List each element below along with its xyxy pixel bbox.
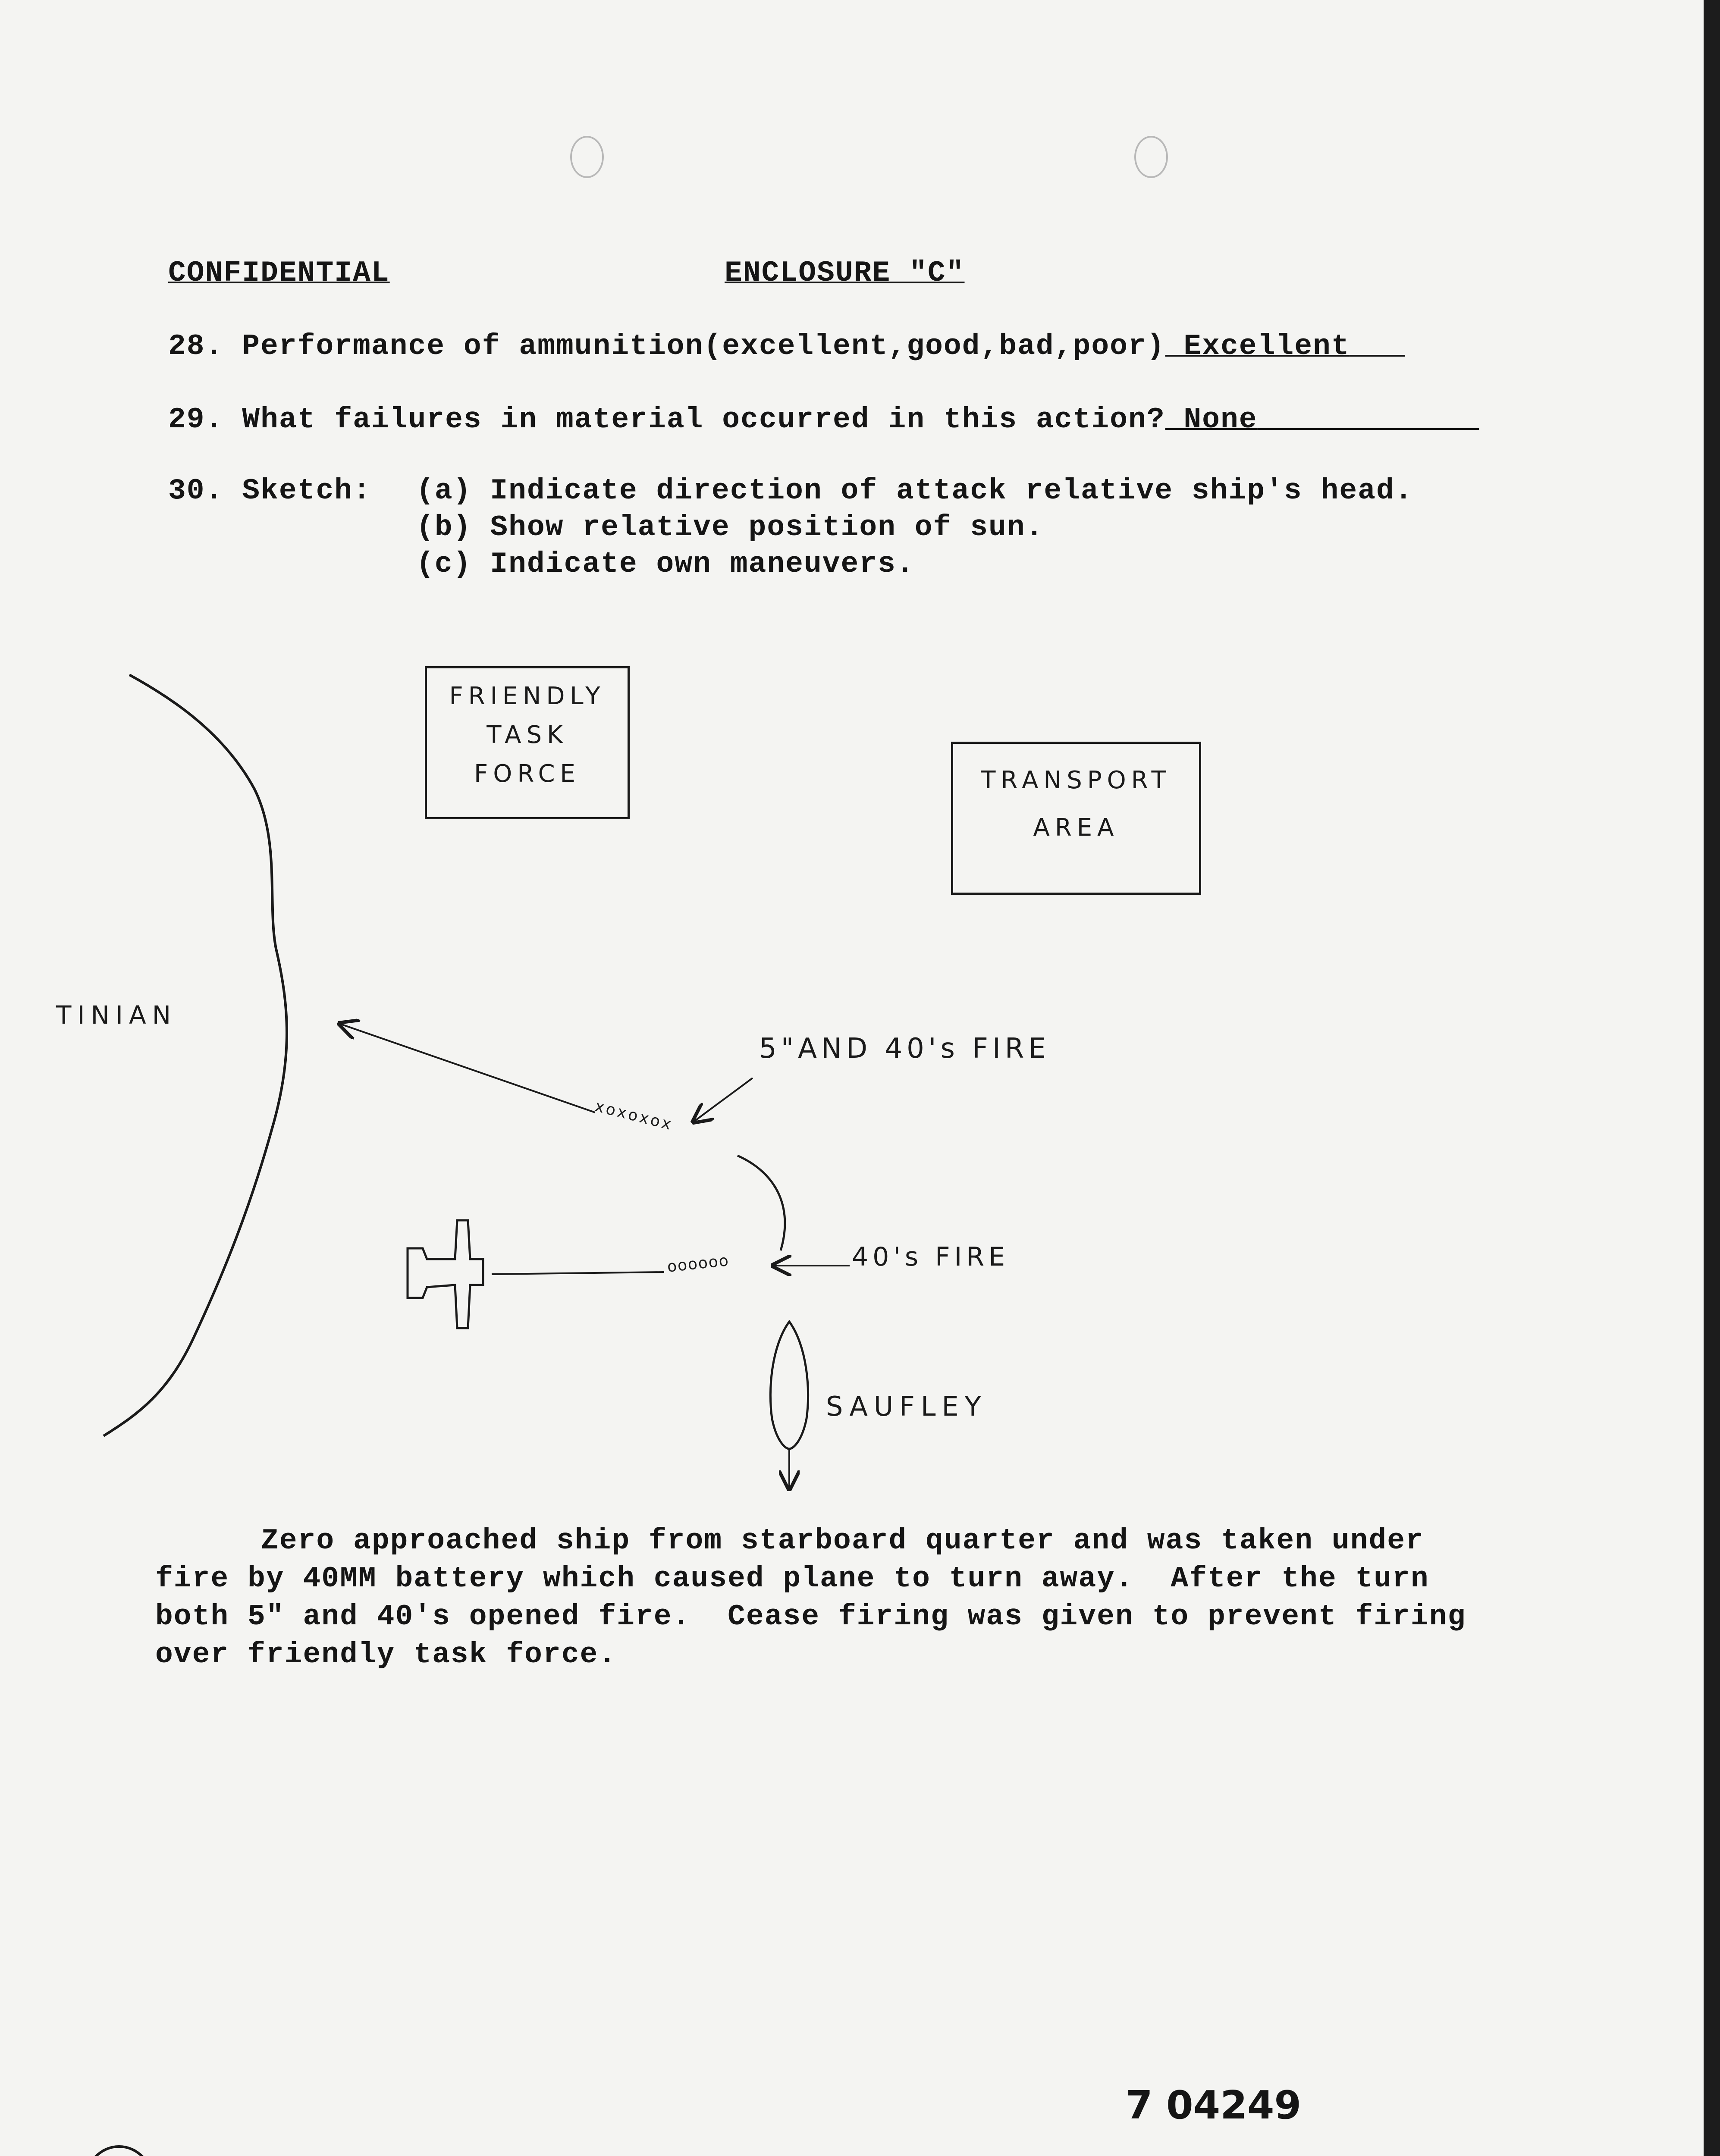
serial-stamp: 7 04249	[1126, 2083, 1302, 2128]
sketch-instruction-b: (b) Show relative position of sun.	[416, 511, 1044, 544]
tinian-coastline	[104, 675, 287, 1436]
saufley-label: SAUFLEY	[826, 1391, 987, 1422]
sketch-item-label: 30. Sketch:	[168, 474, 371, 508]
question-answer: Excellent	[1165, 330, 1350, 363]
fire-pointer-upper	[694, 1078, 753, 1121]
friendly-task-force-box	[425, 666, 630, 819]
circle-fire-marks: oooooo	[666, 1251, 730, 1276]
lower-fire-label: 40's FIRE	[852, 1242, 1009, 1272]
scan-edge	[1704, 0, 1720, 2156]
sketch-instruction-a: (a) Indicate direction of attack relative ship's head.	[416, 474, 1413, 508]
saufley-ship-icon	[770, 1322, 808, 1488]
question-answer: None	[1165, 403, 1258, 436]
box-line: TRANSPORT	[981, 766, 1171, 794]
plane-track-line	[492, 1272, 664, 1274]
question-text: 29. What failures in material occurred in this action?	[168, 403, 1165, 436]
enclosure-heading: ENCLOSURE "C"	[725, 257, 965, 290]
upper-fire-label: 5"AND 40's FIRE	[759, 1033, 1050, 1065]
box-line: AREA	[1033, 814, 1119, 842]
box-line: FORCE	[474, 760, 581, 788]
narrative-paragraph	[155, 1522, 1466, 1674]
question-text: 28. Performance of ammunition(excellent,good,bad,poor)	[168, 330, 1165, 363]
narrative-line: both 5" and 40's opened fire. Cease firing was given to prevent firing	[155, 1600, 1466, 1633]
narrative-line: Zero approached ship from starboard quarter and was taken under	[261, 1524, 1424, 1557]
sketch-instruction-c: (c) Indicate own maneuvers.	[416, 548, 915, 581]
narrative-line: fire by 40MM battery which caused plane to turn away. After the turn	[155, 1562, 1429, 1595]
cross-fire-marks: xoxoxox	[593, 1097, 676, 1134]
attack-track-line	[341, 1024, 595, 1112]
box-line: TASK	[486, 721, 568, 749]
transport-area-box	[951, 742, 1201, 895]
tinian-label: TINIAN	[56, 1000, 177, 1030]
box-line: FRIENDLY	[449, 682, 606, 710]
turn-curve	[738, 1156, 785, 1250]
narrative-line: over friendly task force.	[155, 1638, 617, 1671]
zero-plane-icon	[408, 1220, 483, 1328]
classification-heading: CONFIDENTIAL	[168, 257, 390, 290]
